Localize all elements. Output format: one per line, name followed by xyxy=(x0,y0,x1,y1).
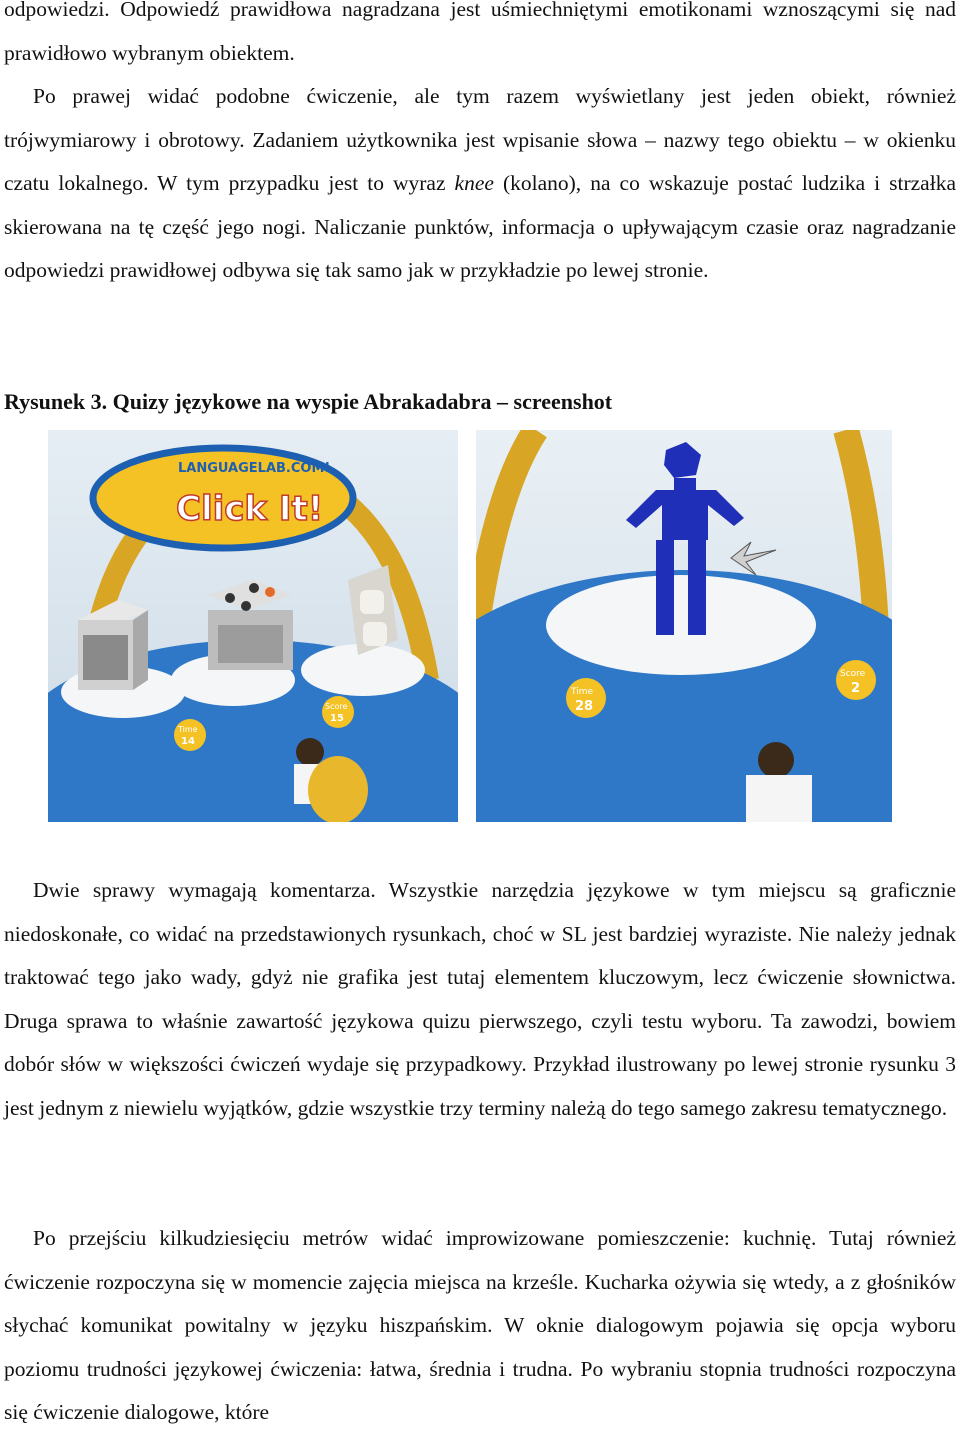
time-value: 14 xyxy=(181,736,195,747)
stove-object xyxy=(208,580,293,670)
white-pedestal xyxy=(546,575,816,675)
score-indicator xyxy=(322,696,354,728)
word-knee: knee xyxy=(454,171,494,195)
paragraph-2: Po prawej widać podobne ćwiczenie, ale tym razem wyświetlany jest jeden obiekt, również trójwymiarowy i obrotowy. Zadaniem użytkownika jest wpisanie słowa – nazwy tego obiektu – w okienku czatu lokalnego. W tym przypadku jest to wyraz knee (kolano), na co wskazuje postać ludzika i strzałka skierowana na tę część jego nogi. Naliczanie punktów, informacja o upływającym czasie oraz nagradzanie odpowiedzi prawidłowej odbywa się tak samo jak w przykładzie po lewej stronie. xyxy=(4,84,956,282)
time-label: Time xyxy=(571,687,594,697)
time-indicator xyxy=(566,678,606,718)
banner-top-text: LANGUAGELAB.COM! xyxy=(178,461,331,476)
score-label: Score xyxy=(840,669,866,679)
figure-caption: Rysunek 3. Quizy językowe na wyspie Abrakadabra – screenshot xyxy=(4,389,613,414)
figure-left-screenshot xyxy=(48,430,458,822)
figure-right-screenshot xyxy=(476,430,892,822)
score-value: 2 xyxy=(851,681,861,696)
score-value: 15 xyxy=(330,713,344,724)
paragraph-4: Po przejściu kilkudziesięciu metrów widać improwizowane pomieszczenie: kuchnię. Tutaj również ćwiczenie rozpoczyna się w momencie zajęcia miejsca na krześle. Kucharka ożywia się wtedy, a z głośników słychać komunikat powitalny w języku hiszpańskim. W oknie dialogowym pojawia się opcja wyboru poziomu trudności językowej ćwiczenia: łatwa, średnia i trudna. Po wybraniu stopnia trudności rozpoczyna się ćwiczenie dialogowe, które xyxy=(4,1226,956,1424)
score-indicator xyxy=(836,660,876,700)
time-value: 28 xyxy=(575,699,594,714)
banner-main-text: Click It! xyxy=(176,489,324,529)
time-indicator xyxy=(174,719,206,751)
time-label: Time xyxy=(178,725,198,734)
paragraph-1: odpowiedzi. Odpowiedź prawidłowa nagradzana jest uśmiechniętymi emotikonami wznoszącymi się nad prawidłowo wybranym obiektem. xyxy=(4,0,956,65)
paragraph-3: Dwie sprawy wymagają komentarza. Wszystkie narzędzia językowe w tym miejscu są graficznie niedoskonałe, co widać na przedstawionych rysunkach, choć w SL jest bardziej wyraziste. Nie należy jednak traktować tego jako wady, gdyż nie grafika jest tutaj elementem kluczowym, lecz ćwiczenie słownictwa. Druga sprawa to właśnie zawartość językowa quizu pierwszego, czyli testu wyboru. Ta zawodzi, bowiem dobór słów w większości ćwiczeń wydaje się przypadkowy. Przykład ilustrowany po lewej stronie rysunku 3 jest jednym z niewielu wyjątków, gdzie wszystkie trzy terminy należą do tego samego zakresu tematycznego. xyxy=(4,878,956,1120)
score-label: Score xyxy=(325,702,348,711)
